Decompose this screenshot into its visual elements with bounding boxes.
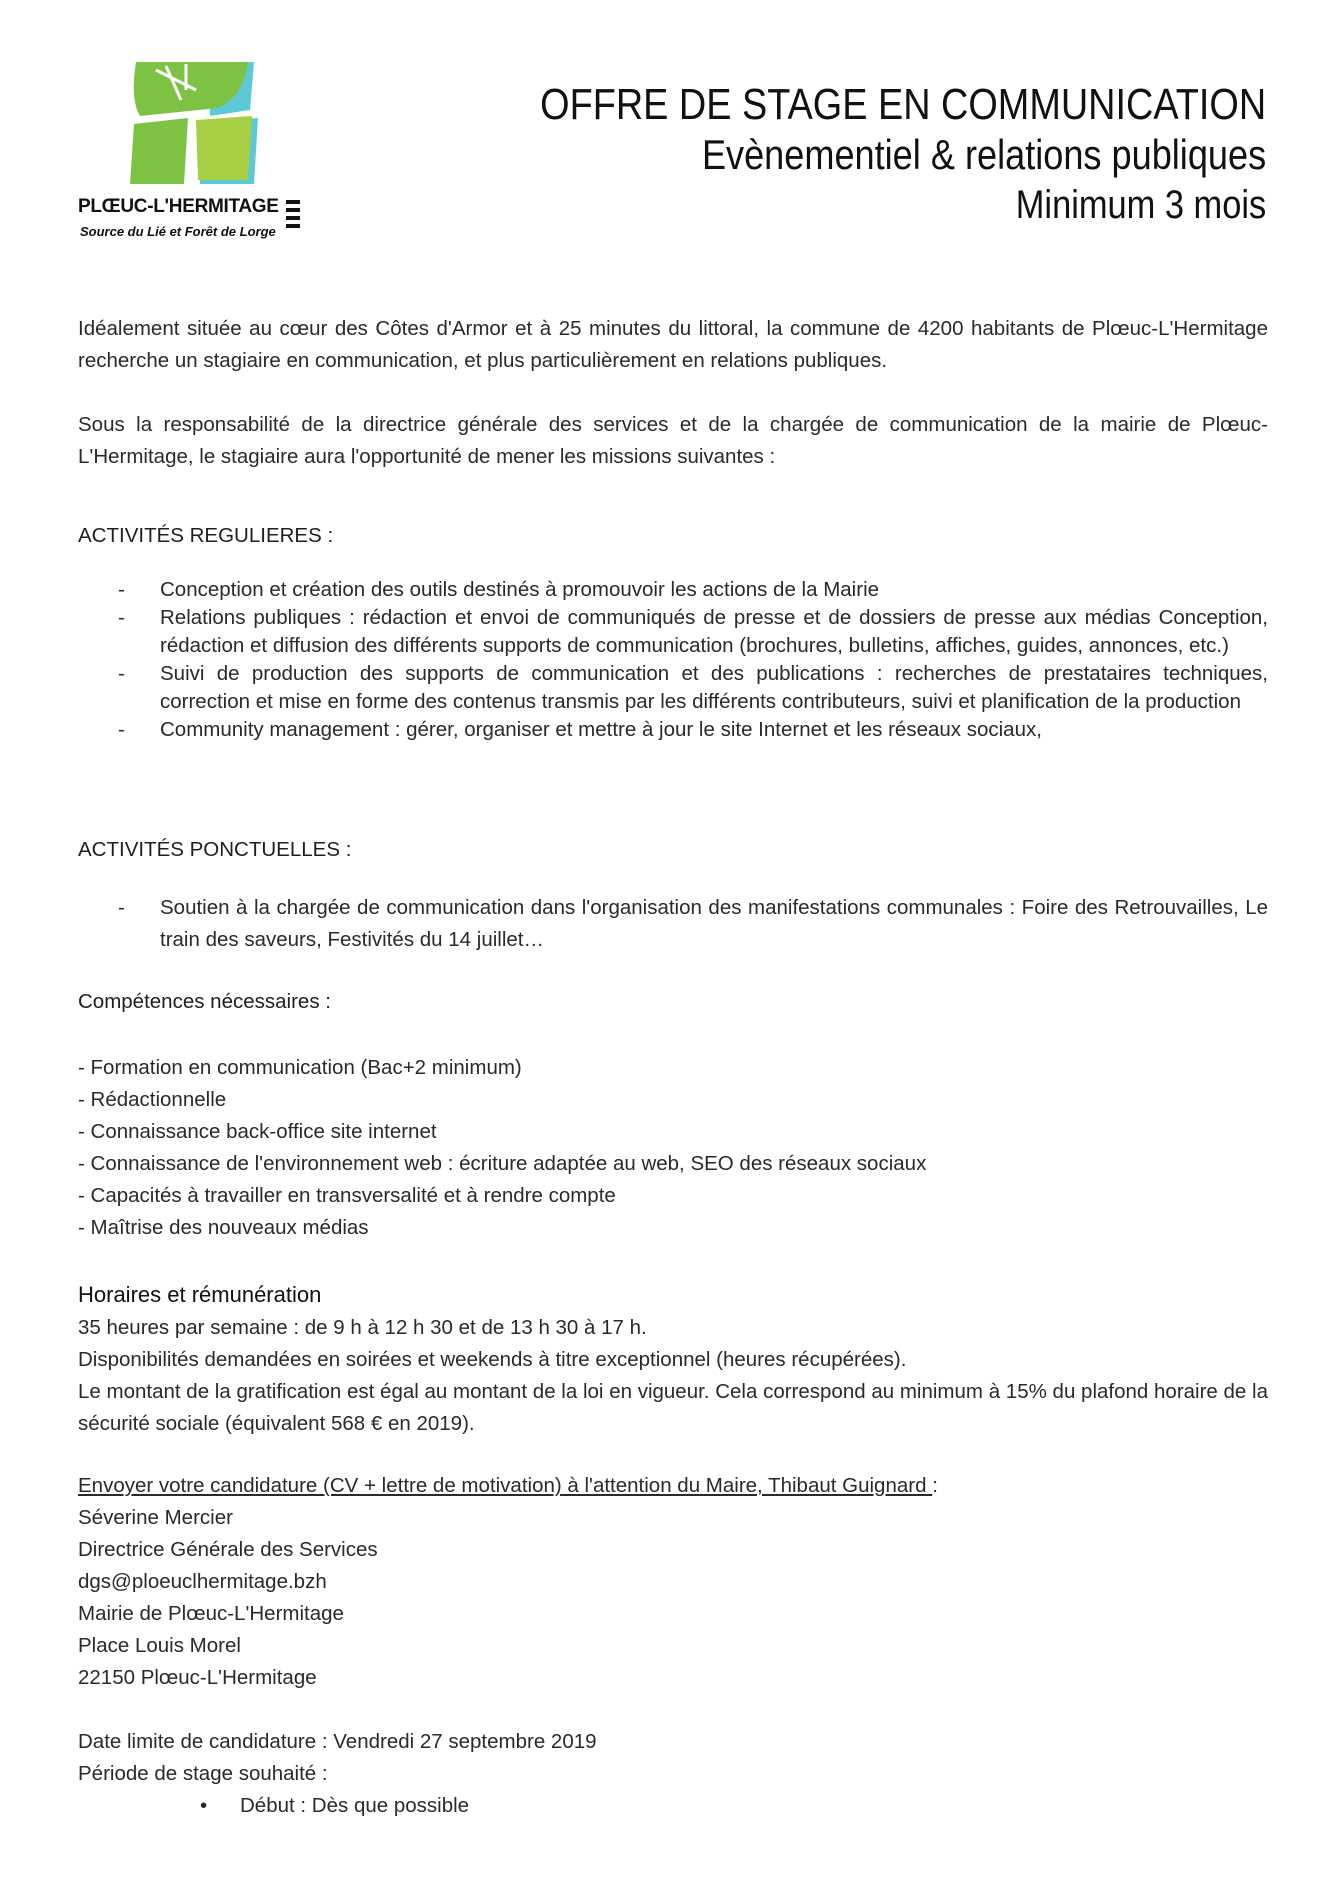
period-line: Période de stage souhaité : [78, 1762, 328, 1785]
contact-role: Directrice Générale des Services [78, 1538, 378, 1561]
intro-section [78, 313, 1268, 505]
availability-line: Disponibilités demandées en soirées et weekends à titre exceptionnel (heures récupérées). [78, 1348, 907, 1371]
hours-heading: Horaires et rémunération [78, 1282, 322, 1307]
start-bullet-item [200, 1794, 470, 1818]
municipality-logo [76, 56, 316, 256]
contact-street: Place Louis Morel [78, 1634, 241, 1657]
hours-section [78, 1312, 1268, 1440]
skills-list [78, 1052, 926, 1244]
contact-section [78, 1470, 1268, 1694]
contact-organization: Mairie de Plœuc-L'Hermitage [78, 1602, 344, 1625]
logo-tagline: Source du Lié et Forêt de Lorge [80, 224, 276, 239]
gratification-line: Le montant de la gratification est égal au montant de la loi en vigueur. Cela correspond au minimum à 15% du plafond horaire de la sécurité sociale (équivalent 568 € en 2019). [78, 1380, 1268, 1435]
start-text: Début : Dès que possible [240, 1794, 470, 1817]
page-subtitle: Evènementiel & relations publiques [701, 131, 1266, 178]
list-item: - Capacités à travailler en transversalité et à rendre compte [78, 1184, 616, 1207]
leaf-logo-icon [126, 60, 276, 190]
contact-city: 22150 Plœuc-L'Hermitage [78, 1666, 317, 1689]
list-item: - Connaissance de l'environnement web : écriture adaptée au web, SEO des réseaux sociaux [78, 1152, 927, 1175]
list-item: - Community management : gérer, organiser et mettre à jour le site Internet et les réseaux sociaux, [118, 718, 1042, 741]
deadline-line: Date limite de candidature : Vendredi 27 septembre 2019 [78, 1730, 597, 1753]
hours-line: 35 heures par semaine : de 9 h à 12 h 30 et de 13 h 30 à 17 h. [78, 1316, 647, 1339]
occasional-activities-heading: ACTIVITÉS PONCTUELLES : [78, 838, 352, 861]
page-title: OFFRE DE STAGE EN COMMUNICATION [540, 80, 1266, 129]
list-item: - Soutien à la chargée de communication dans l'organisation des manifestations communales : Foire des Retrouvailles, Le train des saveurs, Festivités du 14 juillet… [118, 896, 1268, 951]
regular-activities-heading: ACTIVITÉS REGULIERES : [78, 524, 334, 547]
intro-paragraph-2: Sous la responsabilité de la directrice générale des services et de la chargée de communication de la mairie de Plœuc-L'Hermitage, le stagiaire aura l'opportunité de mener les missions suivantes : [78, 413, 1268, 468]
logo-bars [286, 200, 300, 232]
list-item: - Formation en communication (Bac+2 minimum) [78, 1056, 522, 1079]
application-instruction: Envoyer votre candidature (CV + lettre de motivation) à l'attention du Maire, Thibaut Guignard : [78, 1474, 938, 1497]
logo-name: PLŒUC-L'HERMITAGE [78, 196, 279, 217]
internship-duration: Minimum 3 mois [1015, 183, 1266, 227]
list-item: - Rédactionnelle [78, 1088, 227, 1111]
intro-paragraph-1: Idéalement située au cœur des Côtes d'Armor et à 25 minutes du littoral, la commune de 4200 habitants de Plœuc-L'Hermitage recherche un stagiaire en communication, et plus particulièrement en relations publiques. [78, 317, 1268, 372]
deadline-section [78, 1726, 1268, 1790]
bullet-icon: • [200, 1794, 208, 1817]
list-item: - Relations publiques : rédaction et envoi de communiqués de presse et de dossiers de presse aux médias Conception, rédaction et diffusion des différents supports de communication (brochures, bulletins, affiches, guides, annonces, etc.) [118, 606, 1268, 657]
occasional-activities-list [78, 892, 1268, 956]
header-titles [422, 80, 1266, 230]
list-item: - Suivi de production des supports de communication et des publications : recherches de prestataires techniques, correction et mise en forme des contenus transmis par les différents contributeurs, suivi et planification de la production [118, 662, 1268, 713]
list-item: - Maîtrise des nouveaux médias [78, 1216, 369, 1239]
regular-activities-list [78, 576, 1268, 744]
skills-heading: Compétences nécessaires : [78, 990, 331, 1013]
list-item: - Connaissance back-office site internet [78, 1120, 437, 1143]
list-item: - Conception et création des outils destinés à promouvoir les actions de la Mairie [118, 578, 880, 601]
contact-email[interactable]: dgs@ploeuclhermitage.bzh [78, 1570, 327, 1593]
contact-name: Séverine Mercier [78, 1506, 233, 1529]
